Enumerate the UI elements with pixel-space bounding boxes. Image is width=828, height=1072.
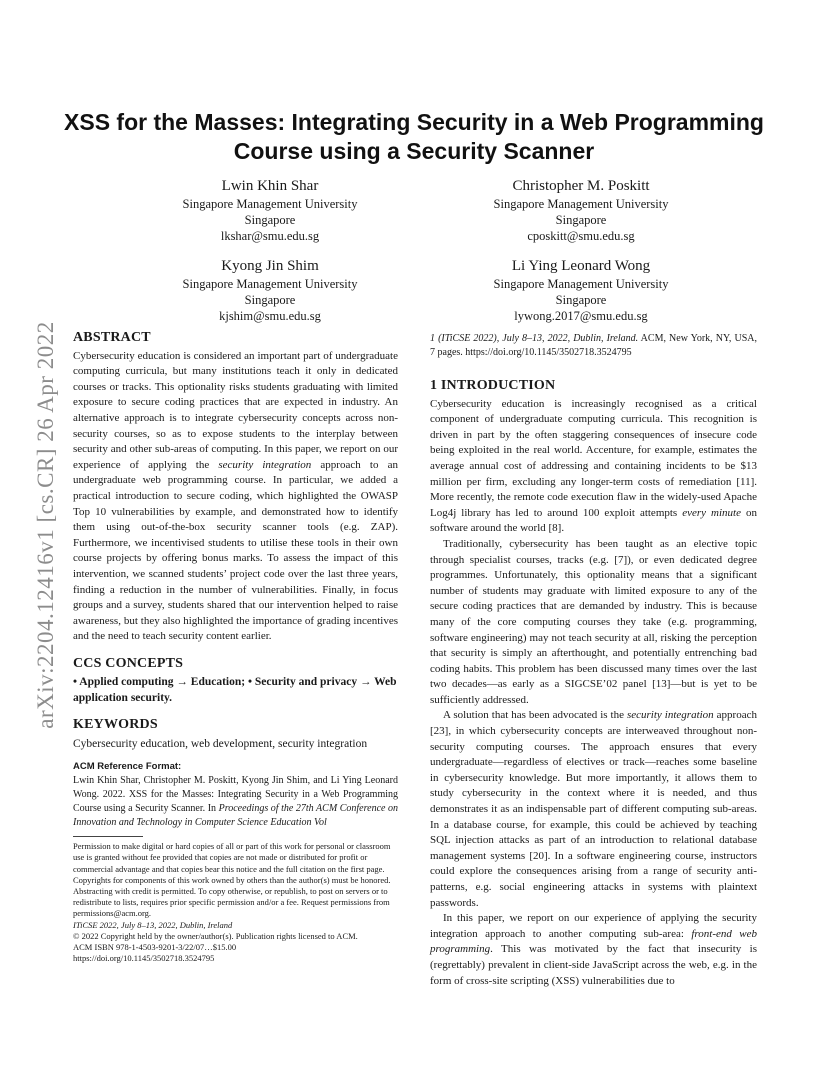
author-affiliation: Singapore Management University	[182, 277, 358, 291]
author-country: Singapore	[244, 293, 296, 307]
right-column	[430, 332, 757, 989]
left-column	[73, 330, 398, 964]
acm-reference-heading: ACM Reference Format:	[73, 760, 182, 772]
abstract-text: Cybersecurity education is considered an important part of undergraduate computing curricula, but many institutions teach it only in dedicated courses or tracks. This optionality risks students graduating with limited exposure to secure coding practices that are expected in industry. An alternative approach is to integrate cybersecurity concepts across non-security courses, so as to expose students to the interplay between security and other sub-areas of computing. In this paper, we report on our experience of applying the security integration approach to an undergraduate web programming course. In particular, we added a practical introduction to secure coding, which highlighted the OWASP Top 10 vulnerabilities by example, and demonstrated how to identify them using out-of-the-box security scanner tools (e.g. ZAP). Furthermore, we incentivised students to utilise these tools in their own course projects by offering bonus marks. To assess the impact of this intervention, we scanned students’ project code over the last three years, finding a reduction in the number of vulnerabilities. Finally, in focus groups and a survey, students shared that our intervention helped to raise awareness, but they also highlighted the importance of grading incentives and the need to teach security content earlier.	[73, 349, 399, 643]
doi-line: https://doi.org/10.1145/3502718.3524795	[73, 953, 215, 964]
abstract-heading: ABSTRACT	[73, 330, 151, 345]
author-email: kjshim@smu.edu.sg	[219, 309, 321, 323]
author-name: Lwin Khin Shar	[221, 178, 319, 194]
author-country: Singapore	[555, 213, 607, 227]
ccs-text: • Applied computing → Education; • Security and privacy → Web application security.	[73, 676, 397, 705]
ccs-heading: CCS CONCEPTS	[73, 655, 184, 671]
author-affiliation: Singapore Management University	[182, 197, 358, 211]
copyright-line: © 2022 Copyright held by the owner/author(s). Publication rights licensed to ACM.	[73, 930, 358, 941]
author-block	[100, 256, 440, 324]
author-country: Singapore	[555, 293, 607, 307]
introduction-heading: 1 INTRODUCTION	[430, 378, 556, 393]
author-name: Kyong Jin Shim	[221, 258, 319, 274]
author-name: Christopher M. Poskitt	[512, 178, 650, 194]
intro-paragraph: A solution that has been advocated is the security integration approach [23], in which cybersecurity concepts are interweaved throughout non-security computing courses. The approach ensures that every undergraduate—regardless of electives or track—reaches some baseline in cybersecurity knowledge. But more importantly, it allows them to study cybersecurity in the context where it is needed, and thus demonstrates it as an indispensable part of different computing sub-areas. In a database course, for example, this could be achieved by teaching SQL injection attacks as part of an introduction to relational database management systems [20]. In a software engineering course, instructors could explore the consequences arising from a range of security anti-patterns, e.g. social engineering attacks in systems with plaintext passwords.	[430, 709, 757, 909]
author-country: Singapore	[244, 213, 296, 227]
keywords-heading: KEYWORDS	[73, 717, 158, 733]
keywords-text: Cybersecurity education, web development, security integration	[73, 738, 368, 751]
author-email: lkshar@smu.edu.sg	[220, 229, 320, 243]
venue-line: ITiCSE 2022, July 8–13, 2022, Dublin, Ireland	[73, 919, 233, 930]
isbn-line: ACM ISBN 978-1-4503-9201-3/22/07…$15.00	[73, 942, 237, 953]
author-block	[411, 256, 751, 324]
author-block	[100, 176, 440, 244]
arxiv-identifier: arXiv:2204.12416v1 [cs.CR] 26 Apr 2022	[33, 321, 58, 729]
intro-paragraph: In this paper, we report on our experience of applying the security integration approach to another computing sub-area: front-end web programming. This was motivated by the fact that insecurity is (regrettably) prevalent in client-side JavaScript across the web, e.g. in the form of cross-site scripting (XSS) vulnerabilities due to	[430, 912, 757, 987]
acm-reference-continued: 1 (ITiCSE 2022), July 8–13, 2022, Dublin, Ireland. ACM, New York, NY, USA, 7 pages. https://doi.org/10.1145/3502718.3524795	[430, 333, 758, 358]
author-affiliation: Singapore Management University	[493, 277, 669, 291]
intro-paragraph: Traditionally, cybersecurity has been taught as an elective topic through specialist courses, tracks (e.g. [7]), or even dedicated degree programmes. Unfortunately, this optionality means that a significant number of students may graduate with limited exposure to any of the secure coding practices that are demanded by industry. This is because many of the core computing courses they take (e.g. programming, software engineering) may not teach security at all, risking the perception that security is simply an afterthought, and potentially entrenching bad coding habits. This problem has been discussed many times over the last two decades—as early as a SIGCSE’02 panel [13]—but is yet to be sufficiently addressed.	[430, 537, 757, 706]
author-name: Li Ying Leonard Wong	[511, 258, 651, 274]
paper-title: XSS for the Masses: Integrating Security in a Web Programming Course using a Security Scanner	[64, 109, 764, 164]
author-email: lywong.2017@smu.edu.sg	[514, 309, 648, 323]
intro-paragraph: Cybersecurity education is increasingly recognised as a critical component of undergraduate computing curricula. This recognition is driven in part by the often staggering consequences of insecure code being exploited in the real world. Accenture, for example, estimates the average annual cost of addressing and containing incidents to be $13 million per firm, excluding any longer-term costs of remediation [11]. More recently, the remote code execution flaw in the widely-used Apache Log4j library has led to around 100 exploit attempts every minute on software around the world [8].	[430, 397, 758, 535]
footnote-rule	[73, 836, 143, 837]
permission-notice: Permission to make digital or hard copies of all or part of this work for personal or classroom use is granted without fee provided that copies are not made or distributed for profit or commercial advantage and that copies bear this notice and the full citation on the first page. Copyrights for components of this work owned by others than the author(s) must be honored. Abstracting with credit is permitted. To copy otherwise, or republish, to post on servers or to redistribute to lists, requires prior specific permission and/or a fee. Request permissions from permissions@acm.org.	[73, 841, 391, 919]
author-affiliation: Singapore Management University	[493, 197, 669, 211]
author-email: cposkitt@smu.edu.sg	[527, 229, 635, 243]
acm-reference-text: Lwin Khin Shar, Christopher M. Poskitt, Kyong Jin Shim, and Li Ying Leonard Wong. 2022. XSS for the Masses: Integrating Security in a Web Programming Course using a Security Scanner. In Proceedings of the 27th ACM Conference on Innovation and Technology in Computer Science Education Vol	[73, 775, 398, 829]
author-block	[411, 176, 751, 244]
